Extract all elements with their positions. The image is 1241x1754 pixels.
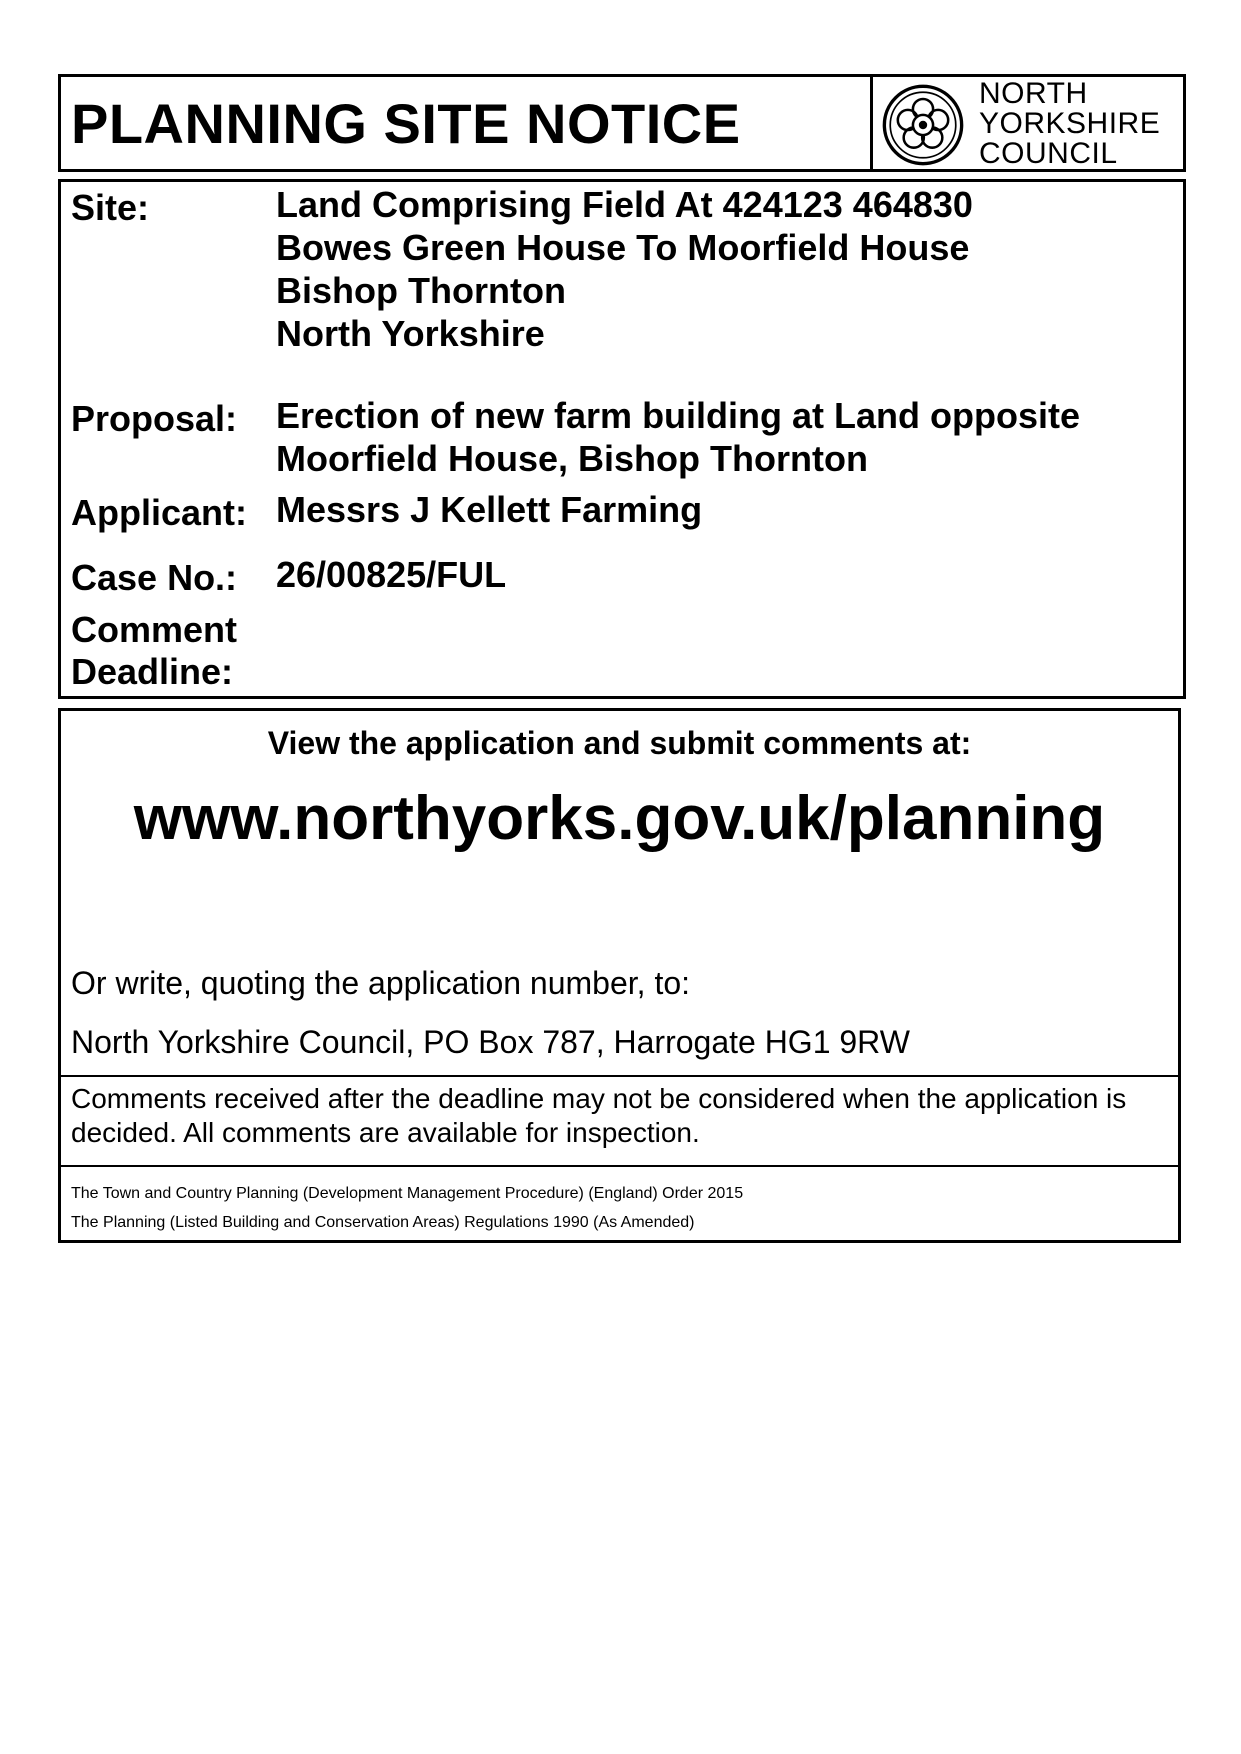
site-value xyxy=(276,183,973,355)
yorkshire-rose-icon xyxy=(881,83,965,167)
logo-wordmark xyxy=(979,79,1160,169)
proposal-label: Proposal: xyxy=(71,398,238,439)
legal-reference: The Town and Country Planning (Development Management Procedure) (England) Order 2015 xyxy=(71,1185,744,1202)
write-instruction: Or write, quoting the application number, to: xyxy=(71,965,691,1001)
application-details xyxy=(58,179,1186,699)
view-heading: View the application and submit comments at: xyxy=(267,725,972,761)
council-logo xyxy=(870,74,1186,172)
comment-info xyxy=(58,708,1181,1243)
applicant-value: Messrs J Kellett Farming xyxy=(276,489,703,530)
proposal-line: Erection of new farm building at Land opposite xyxy=(276,395,1081,436)
proposal-line: Moorfield House, Bishop Thornton xyxy=(276,438,868,479)
legal-reference: The Planning (Listed Building and Conservation Areas) Regulations 1990 (As Amended) xyxy=(71,1214,695,1231)
site-label: Site: xyxy=(71,187,150,228)
deadline-label-line: Deadline: xyxy=(71,651,234,692)
divider xyxy=(61,1075,1178,1077)
postal-address: North Yorkshire Council, PO Box 787, Harrogate HG1 9RW xyxy=(71,1024,910,1060)
site-line: Bowes Green House To Moorfield House xyxy=(276,227,970,268)
planning-url[interactable]: www.northyorks.gov.uk/planning xyxy=(133,784,1106,853)
logo-line-north: NORTH xyxy=(979,77,1088,110)
logo-line-council: COUNCIL xyxy=(979,137,1118,170)
page-title: PLANNING SITE NOTICE xyxy=(71,92,741,155)
deadline-note: Comments received after the deadline may not be considered when the application is decided. All comments are available for inspection. xyxy=(71,1083,1127,1148)
divider xyxy=(61,1165,1178,1167)
applicant-label: Applicant: xyxy=(71,492,247,533)
proposal-value xyxy=(276,394,1080,480)
deadline-label xyxy=(71,609,237,693)
notice-header xyxy=(58,74,1186,172)
logo-line-yorkshire: YORKSHIRE xyxy=(979,107,1161,140)
site-line: Land Comprising Field At 424123 464830 xyxy=(276,184,973,225)
site-line: Bishop Thornton xyxy=(276,270,566,311)
case-label: Case No.: xyxy=(71,557,238,598)
case-number: 26/00825/FUL xyxy=(276,554,507,595)
deadline-label-line: Comment xyxy=(71,609,238,650)
site-line: North Yorkshire xyxy=(276,313,545,354)
